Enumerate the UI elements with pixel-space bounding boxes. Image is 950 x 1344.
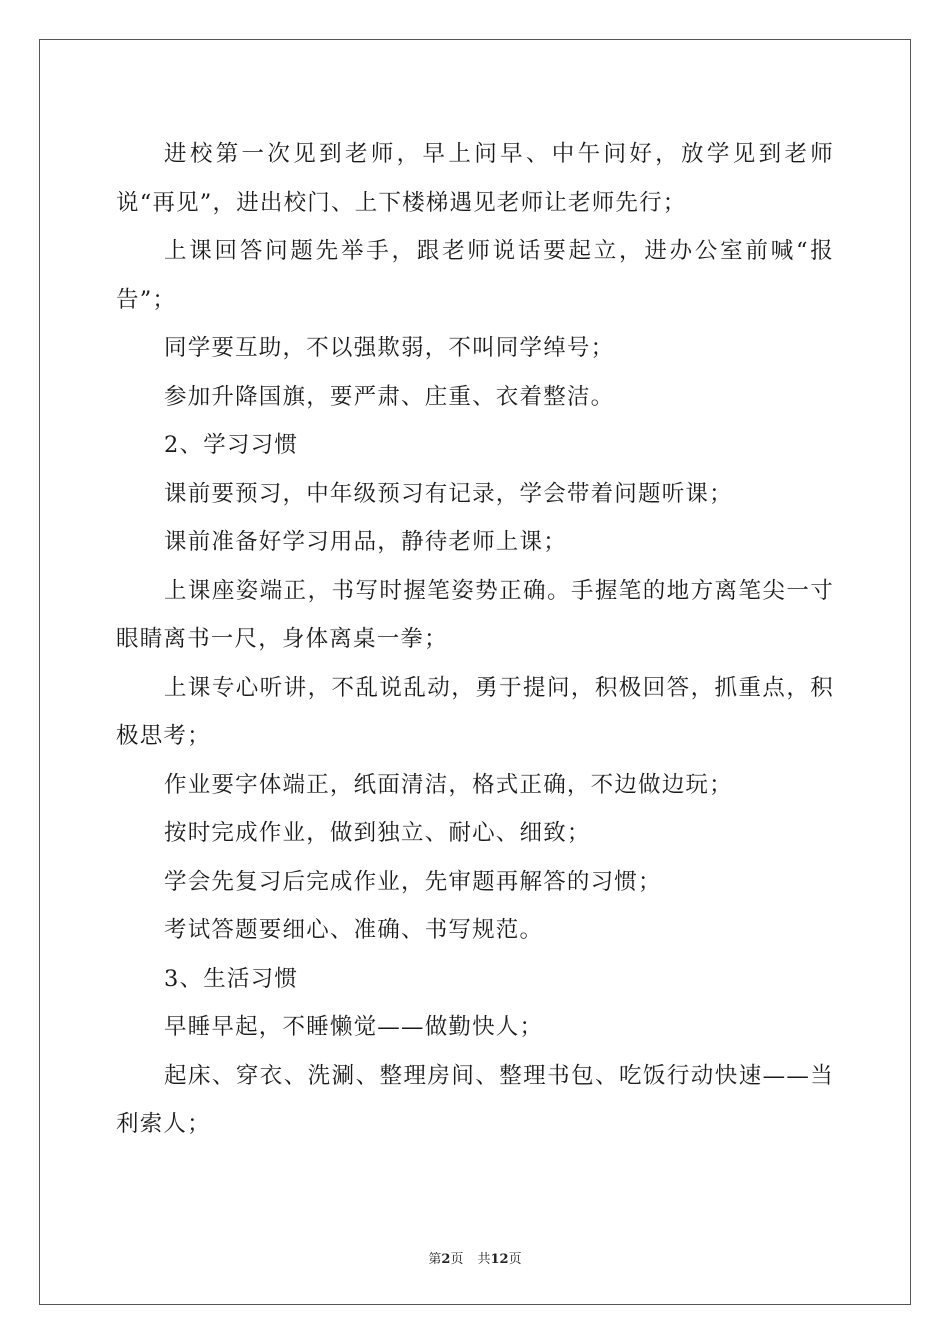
paragraph: 课前要预习，中年级预习有记录，学会带着问题听课； [164, 480, 733, 507]
paragraph: 早睡早起，不睡懒觉——做勤快人； [164, 1014, 544, 1040]
section-heading: 2、学习习惯 [164, 432, 299, 458]
page-footer [0, 1248, 950, 1267]
paragraph: 进校第一次见到老师，早上问早、中午问好，放学见到老师说“再见”，进出校门、上下楼梯遇见老师让老师先行； [116, 141, 834, 216]
paragraph: 作业要字体端正，纸面清洁，格式正确，不边做边玩； [164, 771, 733, 798]
paragraph: 参加升降国旗，要严肃、庄重、衣着整洁。 [164, 383, 615, 410]
total-suffix: 页 [508, 1252, 522, 1267]
paragraph: 课前准备好学习用品，静待老师上课； [164, 529, 567, 555]
paragraph: 上课回答问题先举手，跟老师说话要起立，进办公室前喊“报告”； [116, 238, 834, 313]
paragraph: 考试答题要细心、准确、书写规范。 [164, 917, 544, 943]
page-prefix: 第 [428, 1252, 442, 1267]
paragraph: 上课专心听讲，不乱说乱动，勇于提问，积极回答，抓重点，积极思考； [116, 674, 834, 749]
section-heading: 3、生活习惯 [164, 965, 299, 992]
paragraph: 按时完成作业，做到独立、耐心、细致； [164, 820, 591, 846]
total-pages: 12 [490, 1252, 509, 1267]
paragraph: 学会先复习后完成作业，先审题再解答的习惯； [164, 868, 662, 895]
paragraph: 起床、穿衣、洗涮、整理房间、整理书包、吃饭行动快速——当利索人； [116, 1062, 834, 1137]
total-prefix: 共 [477, 1252, 491, 1267]
paragraph: 同学要互助，不以强欺弱，不叫同学绰号； [164, 335, 615, 361]
page-suffix: 页 [450, 1252, 464, 1267]
page-number: 2 [441, 1252, 451, 1267]
document-body [116, 130, 834, 1149]
paragraph: 上课座姿端正，书写时握笔姿势正确。手握笔的地方离笔尖一寸眼睛离书一尺，身体离桌一拳； [116, 577, 834, 652]
